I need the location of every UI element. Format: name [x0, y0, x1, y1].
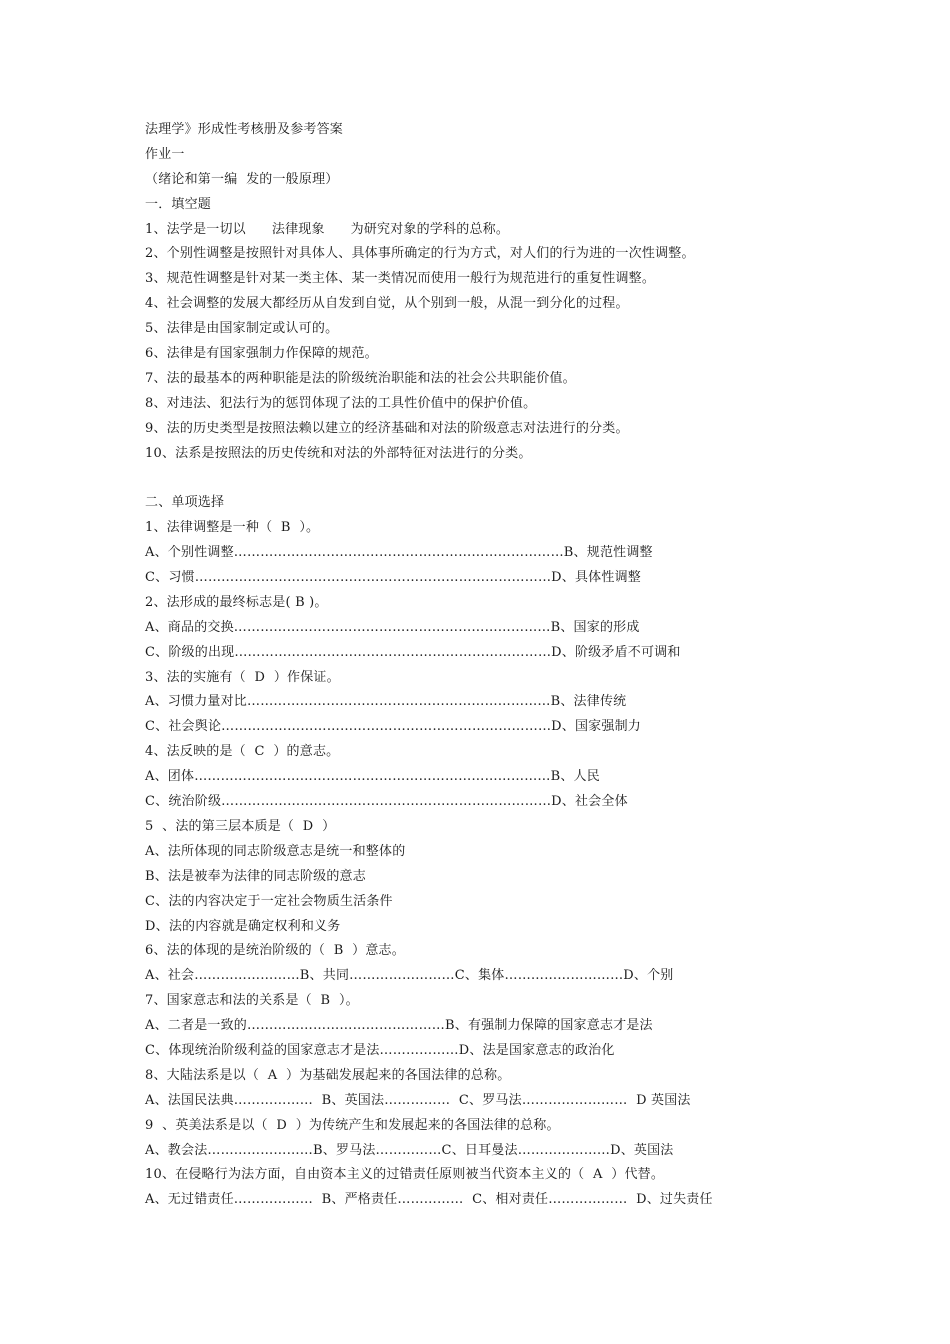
- question-line: 4、法反映的是（ C ）的意志。: [145, 744, 340, 760]
- question-line: 3、法的实施有（ D ）作保证。: [145, 669, 340, 685]
- option-line: A、社会……………………B、共同……………………C、集体………………………D、个别: [145, 968, 674, 984]
- question-line: 2、法形成的最终标志是( B )。: [145, 594, 328, 610]
- option-line: A、无过错责任……………… B、严格责任…………… C、相对责任……………… D、过失责任: [145, 1192, 713, 1208]
- option-line: A、个别性调整…………………………………………………………………B、规范性调整: [145, 545, 653, 561]
- document-page: [145, 118, 935, 1213]
- document-title: 法理学》形成性考核册及参考答案: [145, 122, 344, 137]
- question-line: 9 、英美法系是以（ D ）为传统产生和发展起来的各国法律的总称。: [145, 1117, 560, 1133]
- option-line: C、统治阶级…………………………………………………………………D、社会全体: [145, 794, 628, 810]
- fill-in-item: 6、法律是有国家强制力作保障的规范。: [145, 346, 378, 362]
- question-line: 10、在侵略行为法方面，自由资本主义的过错责任原则被当代资本主义的（ A ）代替。: [145, 1167, 665, 1183]
- fill-in-item: 7、法的最基本的两种职能是法的阶级统治职能和法的社会公共职能价值。: [145, 370, 576, 386]
- fill-in-item: 4、社会调整的发展大都经历从自发到自觉，从个别到一般，从混一到分化的过程。: [145, 296, 629, 312]
- blank-line: [145, 466, 935, 491]
- section-heading-fill-in: 一．填空题: [145, 196, 212, 212]
- option-line: C、社会舆论…………………………………………………………………D、国家强制力: [145, 719, 641, 735]
- scope-label: （绪论和第一编 发的一般原理）: [145, 171, 339, 187]
- section-heading-single-choice: 二、单项选择: [145, 495, 225, 511]
- option-line: C、法的内容决定于一定社会物质生活条件: [145, 893, 393, 909]
- fill-in-item: 3、规范性调整是针对某一类主体、某一类情况而使用一般行为规范进行的重复性调整。: [145, 271, 656, 287]
- option-line: A、习惯力量对比……………………………………………………………B、法律传统: [145, 694, 627, 710]
- fill-in-item: 10、法系是按照法的历史传统和对法的外部特征对法进行的分类。: [145, 445, 532, 461]
- option-line: C、体现统治阶级利益的国家意志才是法………………D、法是国家意志的政治化: [145, 1042, 615, 1058]
- fill-in-item: 1、法学是一切以 法律现象 为研究对象的学科的总称。: [145, 221, 510, 237]
- option-line: C、阶级的出现………………………………………………………………D、阶级矛盾不可调和: [145, 644, 681, 660]
- fill-in-item: 2、个别性调整是按照针对具体人、具体事所确定的行为方式，对人们的行为进的一次性调整。: [145, 246, 695, 262]
- option-line: C、习惯………………………………………………………………………D、具体性调整: [145, 570, 641, 586]
- question-line: 7、国家意志和法的关系是（ B ）。: [145, 993, 359, 1009]
- question-line: 5 、法的第三层本质是（ D ）: [145, 818, 336, 834]
- question-line: 6、法的体现的是统治阶级的（ B ）意志。: [145, 943, 405, 959]
- option-line: A、法所体现的同志阶级意志是统一和整体的: [145, 843, 406, 859]
- fill-in-item: 8、对违法、犯法行为的惩罚体现了法的工具性价值中的保护价值。: [145, 395, 537, 411]
- option-line: A、商品的交换………………………………………………………………B、国家的形成: [145, 619, 640, 635]
- option-line: A、二者是一致的………………………………………B、有强制力保障的国家意志才是法: [145, 1018, 653, 1034]
- homework-label: 作业一: [145, 146, 185, 162]
- option-line: A、团体………………………………………………………………………B、人民: [145, 769, 600, 785]
- fill-in-item: 9、法的历史类型是按照法赖以建立的经济基础和对法的阶级意志对法进行的分类。: [145, 420, 629, 436]
- fill-in-item: 5、法律是由国家制定或认可的。: [145, 321, 339, 337]
- question-line: 1、法律调整是一种（ B ）。: [145, 520, 320, 536]
- option-line: D、法的内容就是确定权利和义务: [145, 918, 341, 934]
- option-line: B、法是被奉为法律的同志阶级的意志: [145, 868, 366, 884]
- question-line: 8、大陆法系是以（ A ）为基础发展起来的各国法律的总称。: [145, 1067, 511, 1083]
- option-line: A、法国民法典……………… B、英国法…………… C、罗马法…………………… D 英国法: [145, 1092, 691, 1108]
- option-line: A、教会法……………………B、罗马法……………C、日耳曼法…………………D、英国法: [145, 1142, 674, 1158]
